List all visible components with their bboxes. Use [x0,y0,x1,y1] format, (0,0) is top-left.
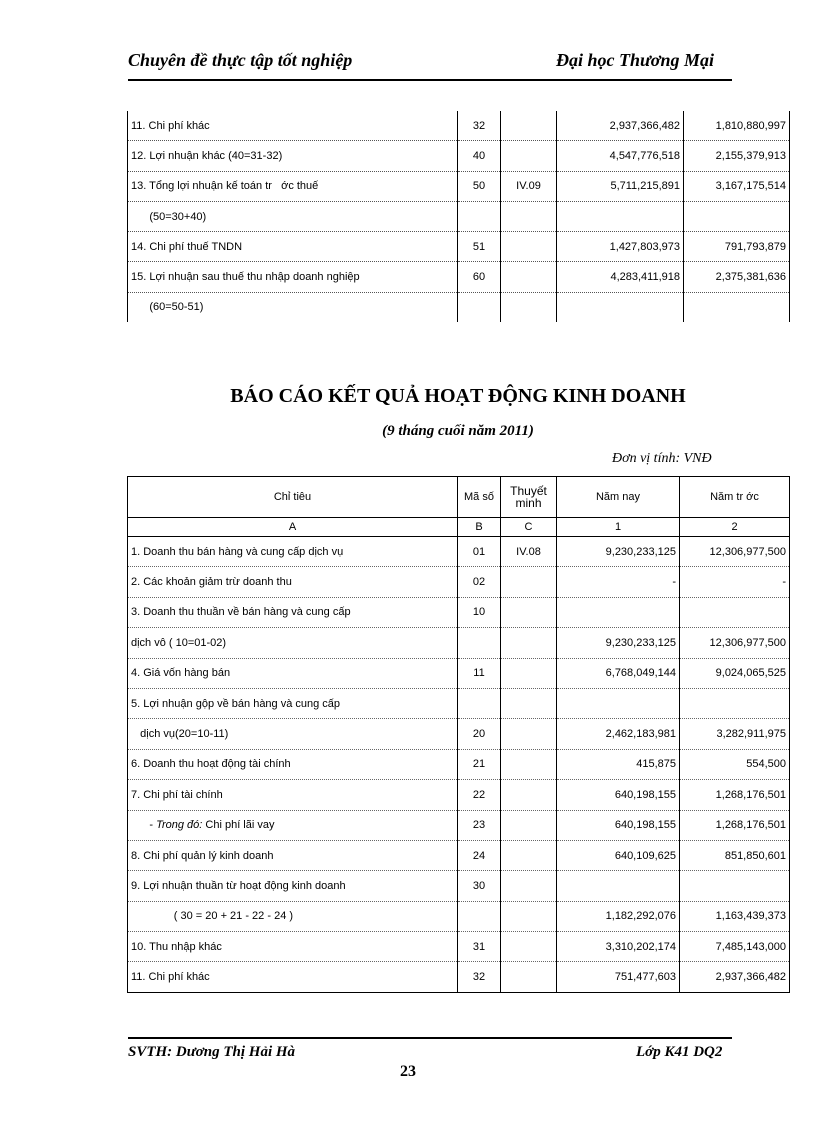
row-current-year: 6,768,049,144 [557,658,680,688]
row-note [501,749,557,779]
row-note [501,232,557,262]
table-header-row [128,477,790,518]
row-current-year: 640,109,625 [557,840,680,870]
table-row [128,141,790,171]
continued-income-table [127,111,790,322]
row-code: 10 [458,597,501,627]
row-current-year: 5,711,215,891 [557,171,684,201]
footer-rule [128,1037,732,1039]
row-label: 1. Doanh thu bán hàng và cung cấp dịch vụ [128,537,458,567]
row-previous-year: 554,500 [680,749,790,779]
label-prefix: - [131,819,157,832]
row-previous-year [680,871,790,901]
letter-2: 2 [680,518,790,537]
row-label: dịch vụ(20=10-11) [128,719,458,749]
row-note [501,688,557,718]
row-code: 23 [458,810,501,840]
table-row [128,749,790,779]
report-subtitle: (9 tháng cuối năm 2011) [382,423,534,439]
row-code: 31 [458,932,501,962]
row-note [501,658,557,688]
row-note [501,810,557,840]
row-code: 21 [458,749,501,779]
row-note [501,141,557,171]
row-current-year: 9,230,233,125 [557,628,680,658]
row-previous-year: 3,167,175,514 [684,171,790,201]
letter-1: 1 [557,518,680,537]
row-current-year: 4,283,411,918 [557,262,684,292]
row-label: 2. Các khoản giảm trừ doanh thu [128,567,458,597]
row-code: 20 [458,719,501,749]
row-previous-year [684,201,790,231]
row-current-year: 640,198,155 [557,780,680,810]
row-label: 10. Thu nhập khác [128,932,458,962]
row-current-year [557,201,684,231]
row-code [458,201,501,231]
table-row [128,232,790,262]
row-code: 50 [458,171,501,201]
row-label: 8. Chi phí quản lý kinh doanh [128,840,458,870]
letter-b: B [458,518,501,537]
row-note: IV.08 [501,537,557,567]
row-note [501,628,557,658]
table-row [128,171,790,201]
page-number: 23 [400,1063,416,1080]
table-row [128,658,790,688]
row-note [501,840,557,870]
table-letter-row [128,518,790,537]
row-code: 40 [458,141,501,171]
row-code [458,901,501,931]
row-previous-year: 1,268,176,501 [680,810,790,840]
row-code: 60 [458,262,501,292]
col-header-code: Mã số [458,477,501,518]
row-previous-year: 7,485,143,000 [680,932,790,962]
table-row [128,719,790,749]
row-label: 3. Doanh thu thuần về bán hàng và cung cấp [128,597,458,627]
table-row [128,567,790,597]
row-note [501,719,557,749]
table-row [128,871,790,901]
row-code [458,292,501,322]
row-current-year: 1,427,803,973 [557,232,684,262]
col-header-label: Chỉ tiêu [128,477,458,518]
row-label: 12. Lợi nhuận khác (40=31-32) [128,141,458,171]
row-previous-year: 2,155,379,913 [684,141,790,171]
row-note: IV.09 [501,171,557,201]
table-row [128,810,790,840]
row-note [501,932,557,962]
row-code [458,628,501,658]
letter-c: C [501,518,557,537]
row-note [501,871,557,901]
row-note [501,292,557,322]
row-note [501,567,557,597]
row-current-year: 415,875 [557,749,680,779]
footer-class: Lớp K41 DQ2 [636,1044,723,1060]
row-current-year: 1,182,292,076 [557,901,680,931]
header-title-right: Đại học Thương Mại [556,50,714,70]
row-note [501,901,557,931]
row-label: 14. Chi phí thuế TNDN [128,232,458,262]
row-label: 4. Giá vốn hàng bán [128,658,458,688]
row-current-year: 3,310,202,174 [557,932,680,962]
row-code: 30 [458,871,501,901]
row-previous-year: 2,375,381,636 [684,262,790,292]
row-current-year [557,871,680,901]
row-note [501,111,557,141]
letter-a: A [128,518,458,537]
row-note [501,262,557,292]
row-note [501,780,557,810]
col-header-note: Thuyết minh [501,477,557,518]
row-note [501,201,557,231]
report-title: BÁO CÁO KẾT QUẢ HOẠT ĐỘNG KINH DOANH [230,385,686,407]
table-row [128,537,790,567]
label-italic: Trong đó: [156,819,203,832]
row-previous-year: 3,282,911,975 [680,719,790,749]
table-row [128,292,790,322]
footer-student: SVTH: Dương Thị Hải Hà [128,1044,296,1060]
row-current-year: 2,937,366,482 [557,111,684,141]
row-code [458,688,501,718]
row-label: 11. Chi phí khác [128,962,458,992]
row-previous-year: 791,793,879 [684,232,790,262]
row-previous-year: 1,810,880,997 [684,111,790,141]
table-row [128,962,790,992]
row-label: 6. Doanh thu hoạt động tài chính [128,749,458,779]
row-label: 15. Lợi nhuận sau thuế thu nhập doanh nghiệp [128,262,458,292]
currency-unit: Đơn vị tính: VNĐ [612,451,712,466]
row-code: 32 [458,962,501,992]
row-current-year: 2,462,183,981 [557,719,680,749]
row-previous-year: 851,850,601 [680,840,790,870]
row-previous-year: 9,024,065,525 [680,658,790,688]
row-code: 11 [458,658,501,688]
label-rest: Chi phí lãi vay [202,819,275,832]
row-current-year: 4,547,776,518 [557,141,684,171]
table-row [128,628,790,658]
table-row [128,262,790,292]
row-code: 32 [458,111,501,141]
row-current-year: 9,230,233,125 [557,537,680,567]
row-previous-year: 12,306,977,500 [680,628,790,658]
row-current-year: 751,477,603 [557,962,680,992]
row-code: 24 [458,840,501,870]
row-label: (50=30+40) [128,201,458,231]
row-label: 9. Lợi nhuận thuần từ hoạt động kinh doanh [128,871,458,901]
row-label [128,810,458,840]
row-previous-year: 1,163,439,373 [680,901,790,931]
header-rule [128,79,732,81]
row-previous-year [684,292,790,322]
row-label: (60=50-51) [128,292,458,322]
row-current-year [557,688,680,718]
row-label: 13. Tổng lợi nhuận kế toán tr ớc thuế [128,171,458,201]
row-label: dịch vô ( 10=01-02) [128,628,458,658]
header-title-left: Chuyên đề thực tập tốt nghiệp [128,50,353,70]
table-row [128,932,790,962]
row-code: 02 [458,567,501,597]
table-row [128,688,790,718]
row-code: 51 [458,232,501,262]
row-current-year [557,292,684,322]
row-current-year: - [557,567,680,597]
row-previous-year: - [680,567,790,597]
row-previous-year: 2,937,366,482 [680,962,790,992]
row-note [501,962,557,992]
table-row [128,780,790,810]
row-label: 7. Chi phí tài chính [128,780,458,810]
row-previous-year [680,597,790,627]
row-code: 01 [458,537,501,567]
income-statement-table [127,476,790,993]
table-row [128,901,790,931]
col-header-current-year: Năm nay [557,477,680,518]
row-current-year [557,597,680,627]
table-row [128,111,790,141]
row-label: 5. Lợi nhuận gộp về bán hàng và cung cấp [128,688,458,718]
row-label: 11. Chi phí khác [128,111,458,141]
table-row [128,201,790,231]
table-row [128,597,790,627]
row-previous-year: 1,268,176,501 [680,780,790,810]
table-row [128,840,790,870]
row-label: ( 30 = 20 + 21 - 22 - 24 ) [128,901,458,931]
row-previous-year [680,688,790,718]
row-code: 22 [458,780,501,810]
row-previous-year: 12,306,977,500 [680,537,790,567]
row-current-year: 640,198,155 [557,810,680,840]
row-note [501,597,557,627]
col-header-previous-year: Năm tr ớc [680,477,790,518]
